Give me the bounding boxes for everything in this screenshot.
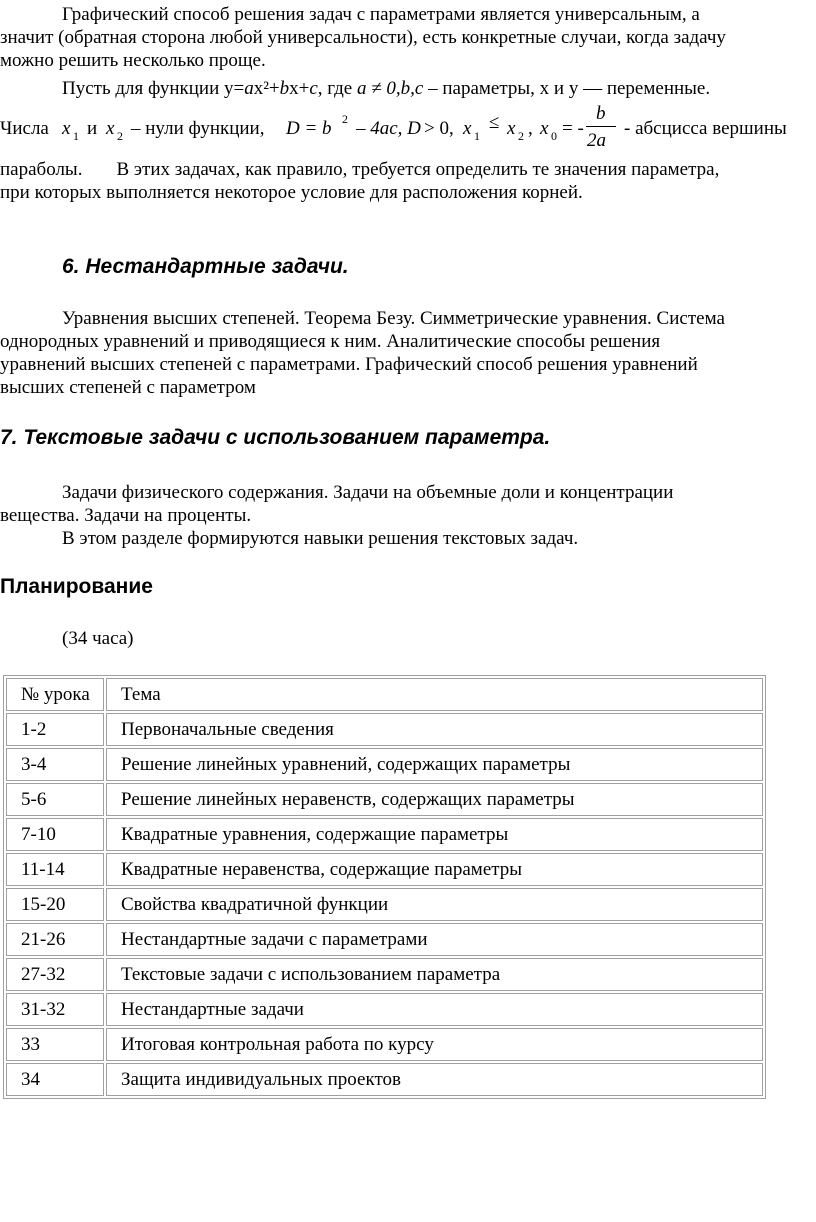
section-7-line-1: Задачи физического содержания. Задачи на объемные доли и концентрации [62, 482, 674, 503]
table-row [6, 1028, 763, 1061]
section-7-line-3: В этом разделе формируются навыки решения текстовых задач. [62, 528, 579, 549]
cell-topic: Квадратные неравенства, содержащие параметры [106, 853, 763, 886]
formula-text: - абсцисса вершины [624, 118, 787, 139]
intro-line-4 [62, 77, 710, 100]
intro-text: – параметры, x и y — переменные. [423, 78, 711, 99]
planning-table [3, 675, 766, 1099]
cell-num: 11-14 [6, 853, 104, 886]
header-cell-num: № урока [6, 678, 104, 711]
table-row [6, 993, 763, 1026]
cell-topic: Итоговая контрольная работа по курсу [106, 1028, 763, 1061]
intro-line-2: значит (обратная сторона любой универсальности), есть конкретные случаи, когда задачу [0, 27, 726, 48]
table-row [6, 748, 763, 781]
cell-num: 21-26 [6, 923, 104, 956]
intro-line-3: можно решить несколько проще. [0, 50, 266, 71]
after-formula-text: В этих задачах, как правило, требуется определить те значения параметра, [116, 159, 720, 180]
table-row [6, 888, 763, 921]
section-6-line-1: Уравнения высших степеней. Теорема Безу. Симметрические уравнения. Система [62, 308, 725, 329]
table-row [6, 783, 763, 816]
formula-text: Числа [0, 118, 49, 139]
formula-le: ≤ [489, 112, 500, 133]
table-row [6, 853, 763, 886]
formula-var-x2: x [507, 118, 516, 139]
after-formula-line-2: при которых выполняется некоторое условие для расположения корней. [0, 182, 583, 203]
cell-topic: Квадратные уравнения, содержащие параметры [106, 818, 763, 851]
cell-num: 33 [6, 1028, 104, 1061]
after-formula-text: параболы. [0, 159, 83, 180]
formula-text: , [528, 118, 533, 139]
cell-topic: Первоначальные сведения [106, 713, 763, 746]
cell-num: 5-6 [6, 783, 104, 816]
var-c: c [309, 78, 318, 99]
header-cell-topic: Тема [106, 678, 763, 711]
fraction-bar [586, 126, 616, 127]
section-6-title: 6. Нестандартные задачи. [62, 255, 349, 278]
formula-discriminant-rest: – 4ac, D [356, 118, 421, 139]
cell-num: 31-32 [6, 993, 104, 1026]
after-formula-line-1 [0, 158, 719, 181]
formula-sup: 2 [342, 112, 348, 126]
table-row [6, 818, 763, 851]
var-b: b [279, 78, 290, 99]
formula-text: = - [562, 118, 584, 139]
cell-topic: Текстовые задачи с использованием параметра [106, 958, 763, 991]
formula-line [0, 103, 816, 156]
var-a: a [244, 78, 254, 99]
section-6-line-4: высших степеней с параметром [0, 377, 256, 398]
formula-sub: 0 [551, 129, 557, 143]
table-header-row [6, 678, 763, 711]
cell-topic: Свойства квадратичной функции [106, 888, 763, 921]
cell-num: 27-32 [6, 958, 104, 991]
cell-num: 3-4 [6, 748, 104, 781]
table-row [6, 958, 763, 991]
formula-text: > 0, [424, 118, 454, 139]
cell-num: 34 [6, 1063, 104, 1096]
intro-text: , где [317, 78, 357, 99]
intro-text: Пусть для функции y= [62, 78, 245, 99]
section-7-line-2: вещества. Задачи на проценты. [0, 505, 252, 526]
cell-topic: Решение линейных неравенств, содержащих параметры [106, 783, 763, 816]
formula-sub: 1 [474, 129, 480, 143]
table-row [6, 713, 763, 746]
intro-text: x²+ [253, 78, 280, 99]
formula-var-x0: x [540, 118, 549, 139]
cell-num: 1-2 [6, 713, 104, 746]
formula-sub: 2 [518, 129, 524, 143]
table-row [6, 1063, 763, 1096]
formula-var-x2: x [106, 118, 115, 139]
section-7-title: 7. Текстовые задачи с использованием параметра. [0, 426, 551, 449]
section-6-line-3: уравнений высших степеней с параметрами. Графический способ решения уравнений [0, 354, 698, 375]
cell-topic: Нестандартные задачи с параметрами [106, 923, 763, 956]
planning-title: Планирование [0, 575, 153, 598]
cell-topic: Защита индивидуальных проектов [106, 1063, 763, 1096]
cell-topic: Нестандартные задачи [106, 993, 763, 1026]
formula-text: – нули функции, [131, 118, 265, 139]
formula-sub: 2 [117, 129, 123, 143]
formula-var-x1: x [62, 118, 71, 139]
cell-num: 7-10 [6, 818, 104, 851]
cell-num: 15-20 [6, 888, 104, 921]
planning-hours: (34 часа) [62, 628, 134, 649]
section-6-line-2: однородных уравнений и приводящиеся к ним. Аналитические способы решения [0, 331, 661, 352]
formula-text: и [87, 118, 98, 139]
formula-discriminant: D = b [286, 118, 332, 139]
formula-denominator: 2a [587, 130, 606, 151]
table-row [6, 923, 763, 956]
formula-sub: 1 [73, 129, 79, 143]
cell-topic: Решение линейных уравнений, содержащих параметры [106, 748, 763, 781]
condition-formula: a ≠ 0,b,c [357, 78, 424, 99]
intro-line-1: Графический способ решения задач с параметрами является универсальным, а [62, 4, 700, 25]
formula-var-x1: x [463, 118, 472, 139]
formula-numerator: b [596, 103, 606, 124]
intro-text: x+ [289, 78, 310, 99]
